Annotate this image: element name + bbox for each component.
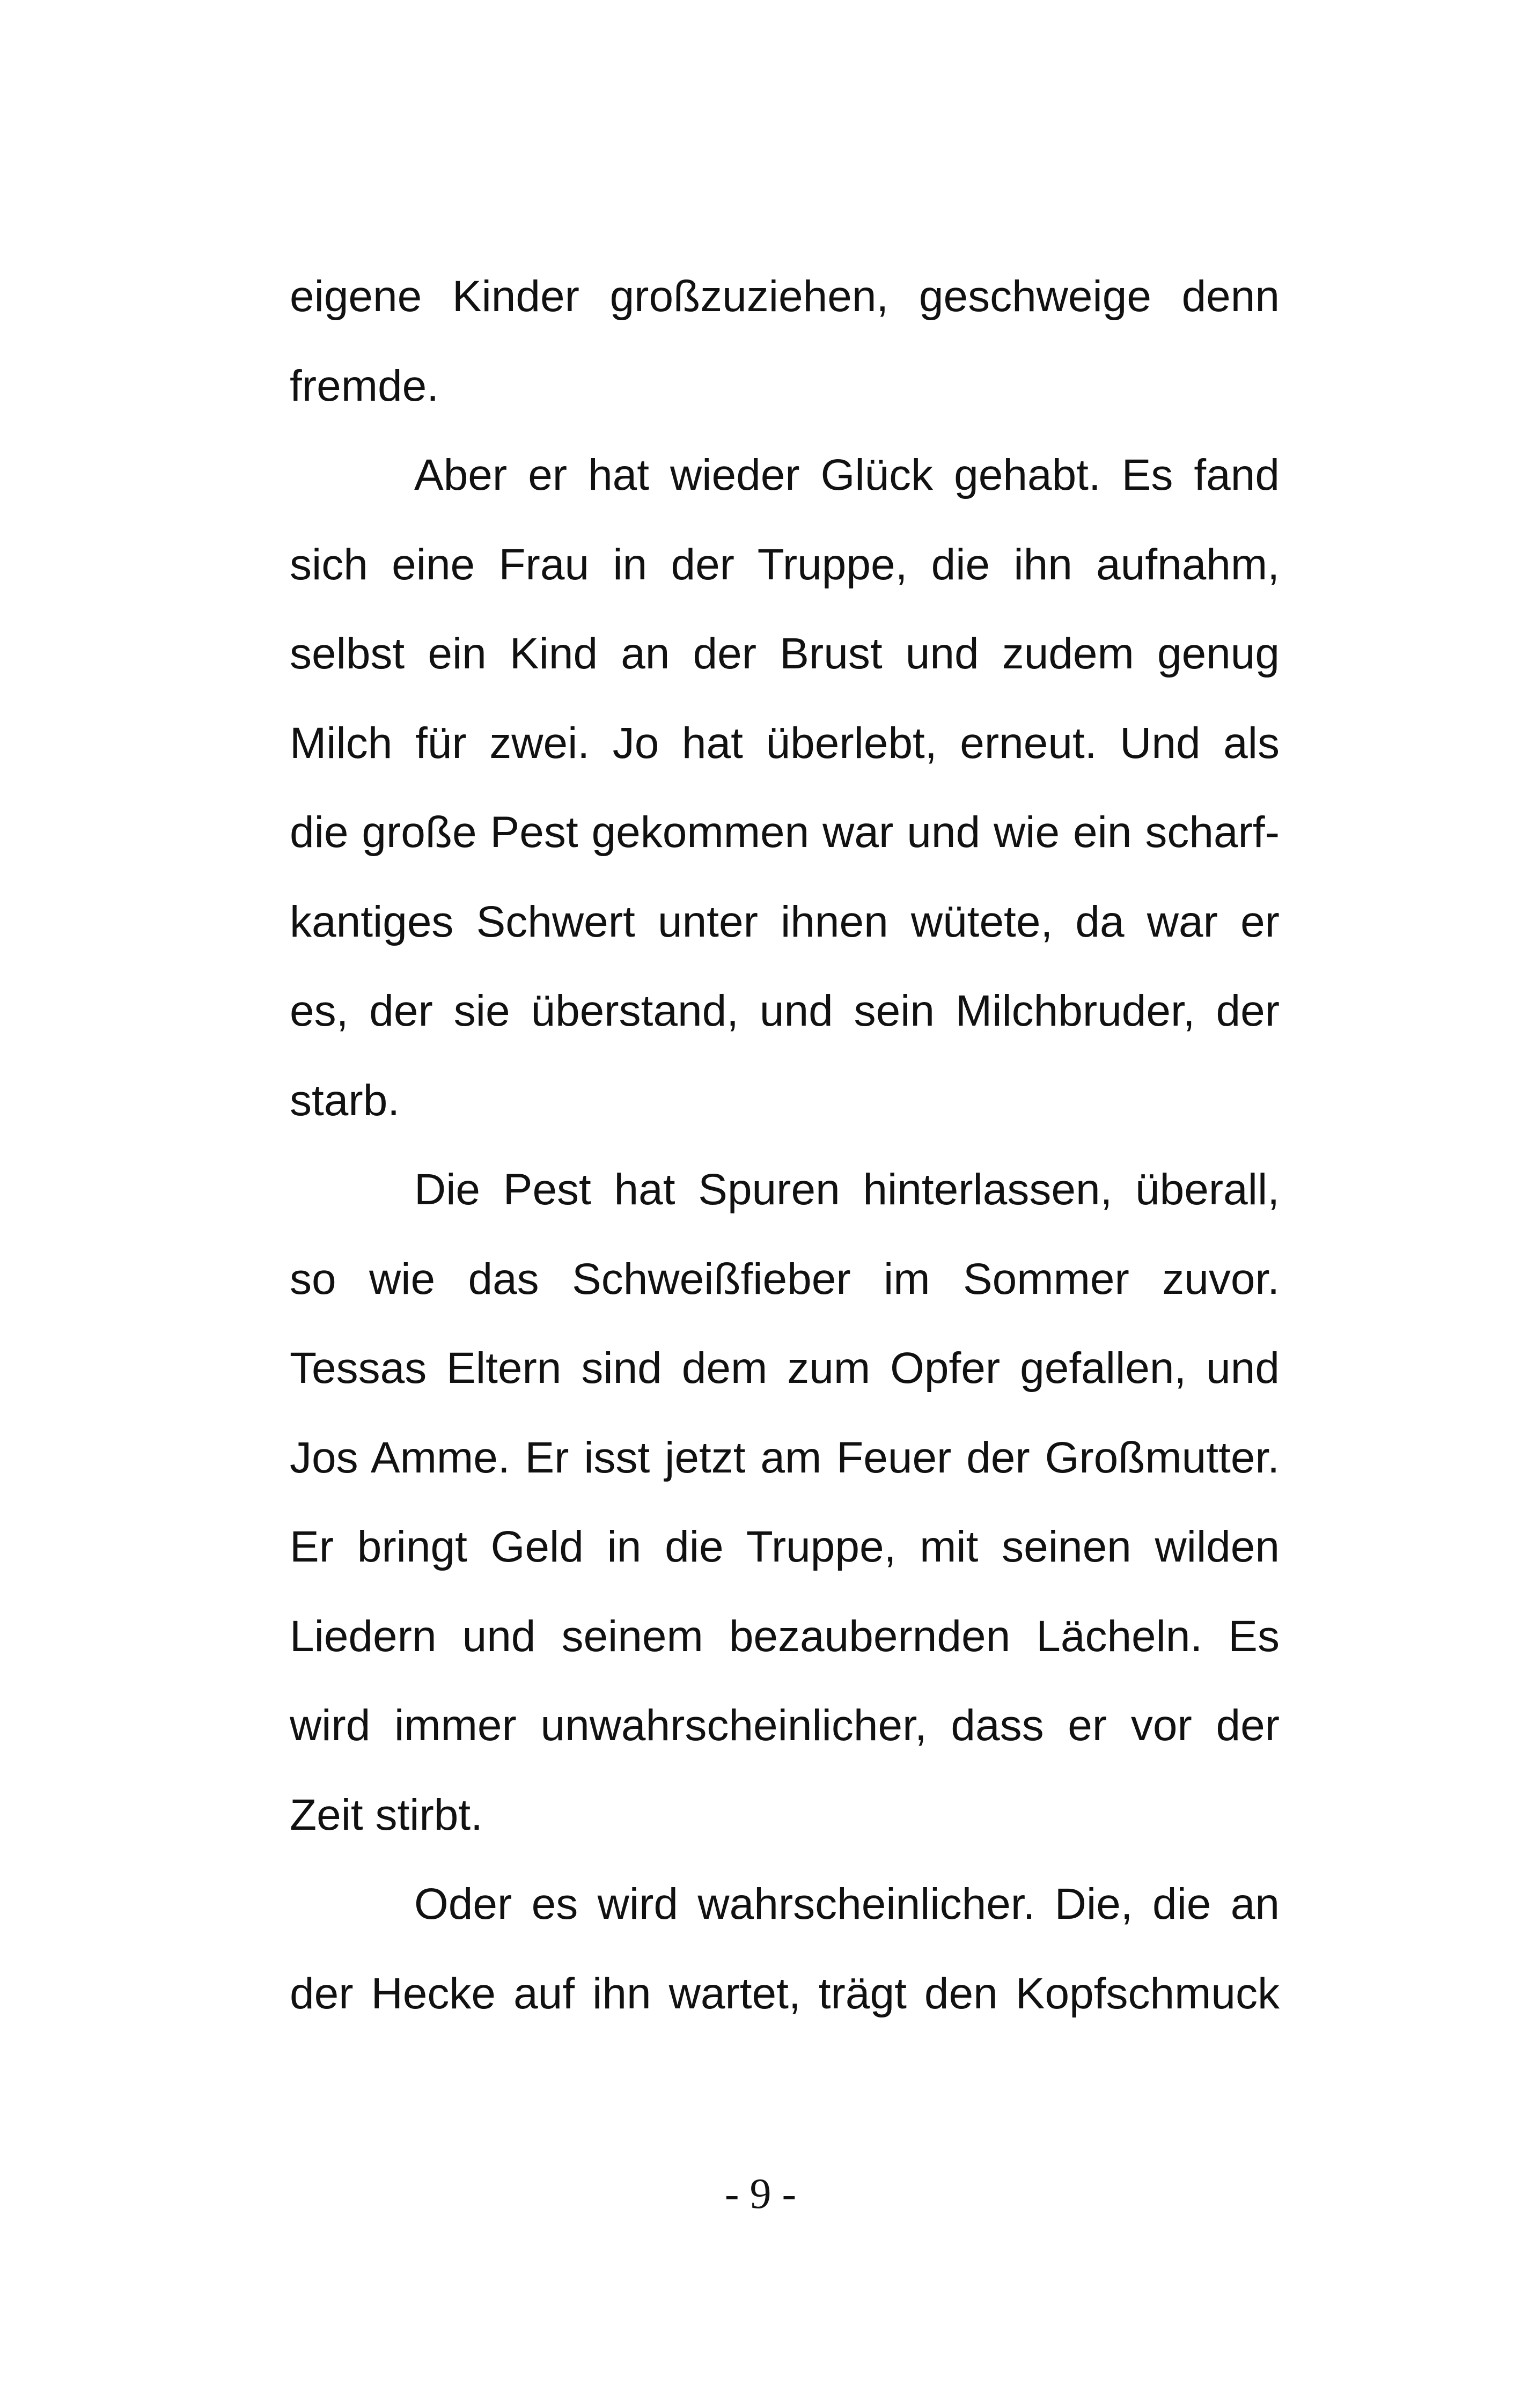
text-line: wird immer unwahrscheinlicher, dass er vor der	[290, 1701, 1280, 1750]
text-line: Zeit stirbt.	[290, 1790, 483, 1839]
text-line: der Hecke auf ihn wartet, trägt den Kopfschmuck	[290, 1969, 1280, 2018]
text-line: Liedern und seinem bezaubernden Lächeln. Es	[290, 1611, 1280, 1661]
paragraph-first-line: Aber er hat wieder Glück gehabt. Es fand	[414, 451, 1280, 499]
text-line: sich eine Frau in der Truppe, die ihn aufnahm,	[290, 540, 1280, 589]
text-line: so wie das Schweißfieber im Sommer zuvor.	[290, 1254, 1280, 1304]
text-line: Jos Amme. Er isst jetzt am Feuer der Großmutter.	[290, 1433, 1280, 1482]
text-line: kantiges Schwert unter ihnen wütete, da war er	[290, 897, 1280, 946]
page-number: - 9 -	[724, 2170, 797, 2218]
paragraph-first-line: Oder es wird wahrscheinlicher. Die, die an	[414, 1880, 1280, 1928]
paragraph-first-line: Die Pest hat Spuren hinterlassen, überall,	[414, 1165, 1280, 1214]
text-line: es, der sie überstand, und sein Milchbruder, der	[290, 986, 1280, 1035]
text-line: starb.	[290, 1076, 400, 1125]
body-text	[290, 252, 1280, 2038]
text-line: Milch für zwei. Jo hat überlebt, erneut. Und als	[290, 718, 1280, 768]
text-line: fremde.	[290, 361, 439, 410]
text-line: die große Pest gekommen war und wie ein scharf-	[290, 808, 1280, 857]
text-line: selbst ein Kind an der Brust und zudem genug	[290, 629, 1280, 678]
text-line: Tessas Eltern sind dem zum Opfer gefallen, und	[290, 1344, 1280, 1393]
text-line: Er bringt Geld in die Truppe, mit seinen wilden	[290, 1522, 1280, 1571]
text-line: eigene Kinder großzuziehen, geschweige denn	[290, 272, 1280, 321]
